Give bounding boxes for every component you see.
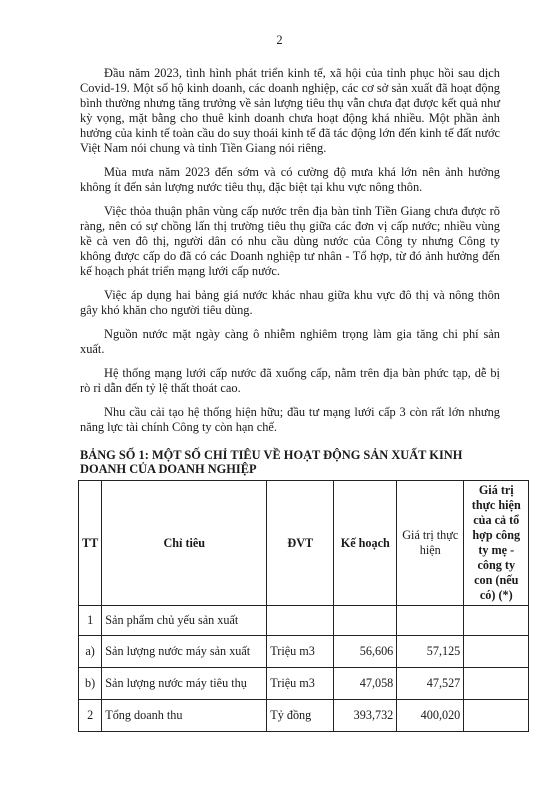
table-row (79, 668, 529, 700)
cell-chi-tieu: Sản lượng nước máy tiêu thụ (102, 668, 267, 700)
table-row (79, 700, 529, 732)
table-row (79, 606, 529, 636)
cell-dvt: Triệu m3 (267, 668, 334, 700)
cell-tt: b) (79, 668, 102, 700)
cell-tt: 1 (79, 606, 102, 636)
cell-dvt (267, 606, 334, 636)
paragraph: Nguồn nước mặt ngày càng ô nhiễm nghiêm trọng làm gia tăng chi phí sản xuất. (80, 327, 500, 356)
cell-chi-tieu: Tổng doanh thu (102, 700, 267, 732)
cell-tt: a) (79, 636, 102, 668)
paragraph: Mùa mưa năm 2023 đến sớm và có cường độ mưa khá lớn nên ảnh hưởng không ít đến sản lượng nước tiêu thụ, đặc biệt tại khu vực nông thôn. (80, 165, 500, 194)
column-header-ke-hoach: Kế hoạch (334, 481, 397, 606)
indicator-table (78, 480, 529, 732)
column-header-dvt: ĐVT (267, 481, 334, 606)
paragraph: Hệ thống mạng lưới cấp nước đã xuống cấp, nằm trên địa bàn phức tạp, dễ bị rò rỉ dẫn đến tỷ lệ thất thoát cao. (80, 366, 500, 395)
cell-ke-hoach: 56,606 (334, 636, 397, 668)
column-header-tt: TT (79, 481, 102, 606)
page-number: 2 (276, 33, 283, 47)
cell-thuc-hien: 400,020 (397, 700, 464, 732)
cell-ke-hoach: 393,732 (334, 700, 397, 732)
paragraph: Nhu cầu cải tạo hệ thống hiện hữu; đầu tư mạng lưới cấp 3 còn rất lớn nhưng năng lực tài chính Công ty còn hạn chế. (80, 405, 500, 434)
cell-ke-hoach (334, 606, 397, 636)
paragraph: Việc áp dụng hai bảng giá nước khác nhau giữa khu vực đô thị và nông thôn gây khó khăn cho người tiêu dùng. (80, 288, 500, 317)
column-header-chi-tieu: Chỉ tiêu (102, 481, 267, 606)
cell-thuc-hien: 47,527 (397, 668, 464, 700)
cell-thuc-hien (397, 606, 464, 636)
body-text (80, 66, 500, 444)
cell-chi-tieu: Sản phẩm chủ yếu sản xuất (102, 606, 267, 636)
cell-thuc-hien: 57,125 (397, 636, 464, 668)
table-row (79, 636, 529, 668)
cell-to-hop (464, 636, 529, 668)
column-header-to-hop: Giá trị thực hiện của cả tổ hợp công ty mẹ - công ty con (nếu có) (*) (464, 481, 529, 606)
cell-to-hop (464, 668, 529, 700)
cell-dvt: Tỷ đồng (267, 700, 334, 732)
paragraph: Đầu năm 2023, tình hình phát triển kinh tế, xã hội của tỉnh phục hồi sau dịch Covid-19. Một số hộ kinh doanh, các doanh nghiệp, các cơ sở sản xuất đã hoạt động bình thường nhưng tăng trưởng về sản lượng tiêu thụ vẫn chưa đạt được kết quả như kỳ vọng, mặt bằng cho thuê kinh doanh chưa hoạt động khá nhiều. Một phần ảnh hưởng của kinh tế toàn cầu do suy thoái kinh tế đã tác động lớn đến kinh tế đất nước Việt Nam nói chung và tỉnh Tiền Giang nói riêng. (80, 66, 500, 155)
cell-dvt: Triệu m3 (267, 636, 334, 668)
cell-tt: 2 (79, 700, 102, 732)
cell-chi-tieu: Sản lượng nước máy sản xuất (102, 636, 267, 668)
table-header-row (79, 481, 529, 606)
cell-to-hop (464, 606, 529, 636)
table-title: BẢNG SỐ 1: MỘT SỐ CHỈ TIÊU VỀ HOẠT ĐỘNG SẢN XUẤT KINH DOANH CỦA DOANH NGHIỆP (80, 448, 463, 476)
cell-to-hop (464, 700, 529, 732)
column-header-thuc-hien: Giá trị thực hiện (397, 481, 464, 606)
paragraph: Việc thỏa thuận phân vùng cấp nước trên địa bàn tỉnh Tiền Giang chưa được rõ ràng, nên có sự chồng lấn thị trường tiêu thụ giữa các đơn vị cấp nước; nhiều vùng kề cà ven đô thị, người dân có nhu cầu dùng nước của Công ty nhưng Công ty không được cấp do đã có các Doanh nghiệp tư nhân - Tổ hợp, từ đó ảnh hưởng đến kế hoạch phát triển mạng lưới cấp nước. (80, 204, 500, 278)
cell-ke-hoach: 47,058 (334, 668, 397, 700)
